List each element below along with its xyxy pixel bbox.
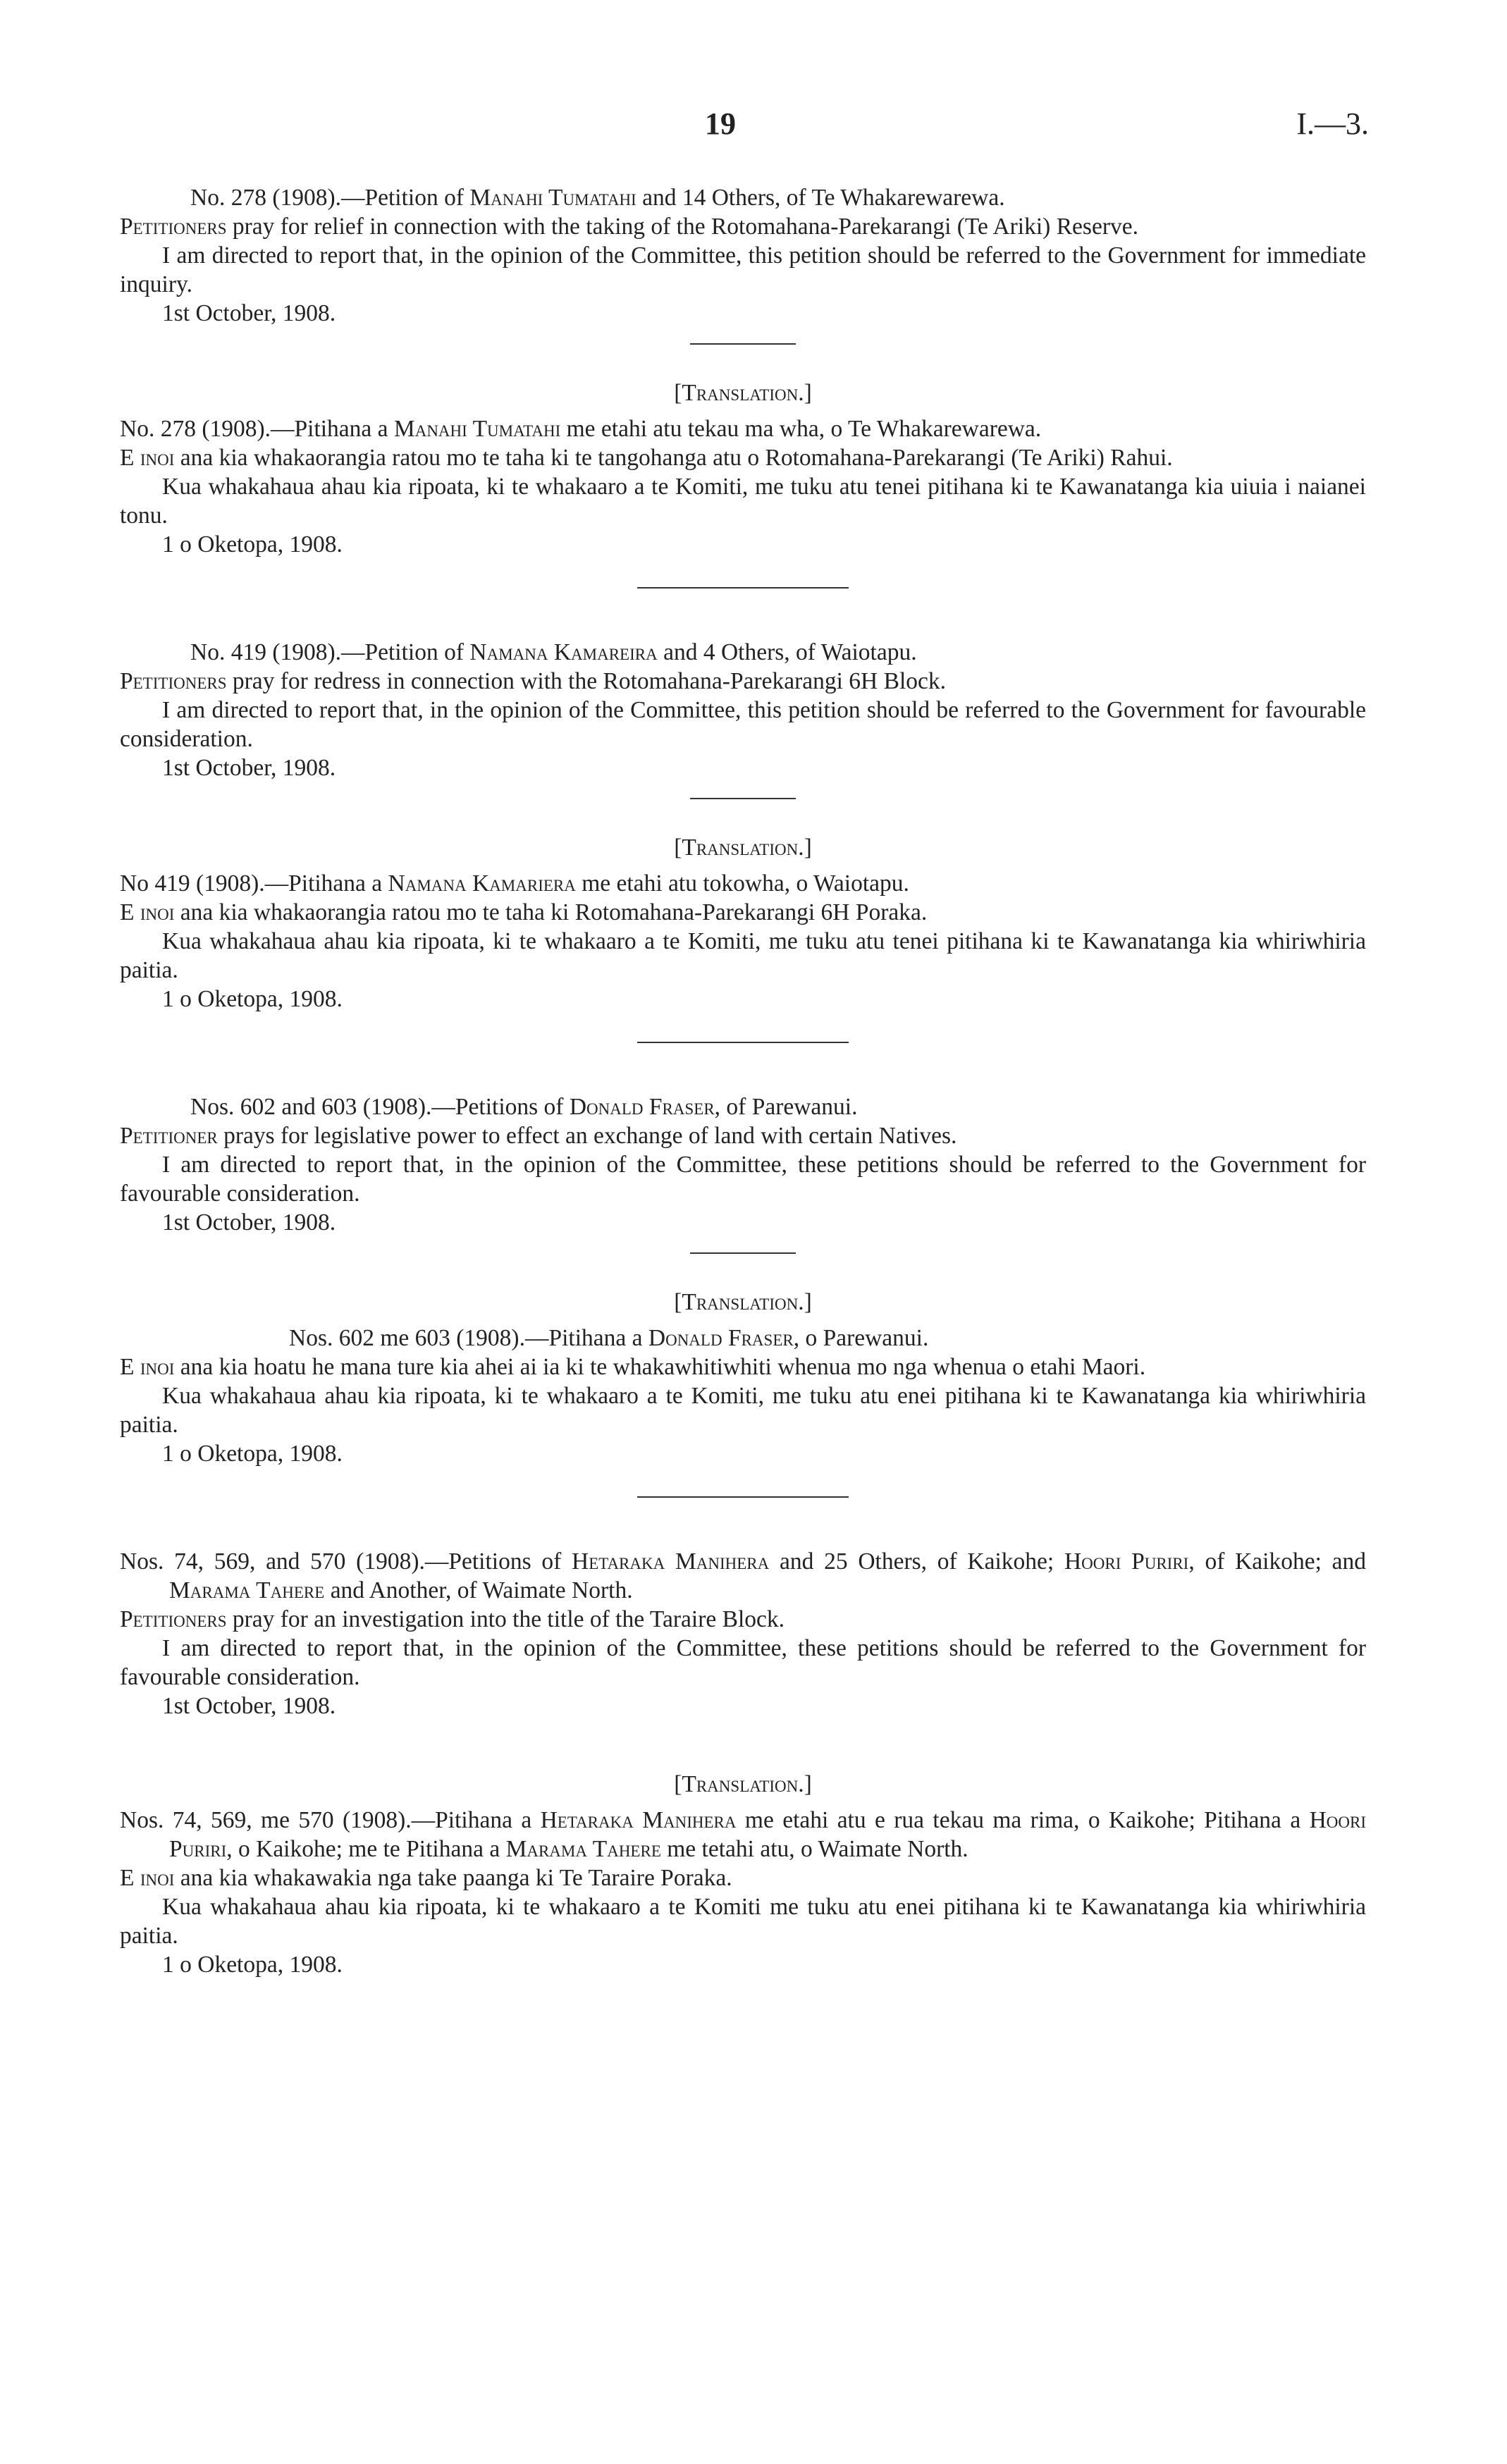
report-date: 1st October, 1908.	[162, 755, 336, 781]
document-reference: I.—3.	[1296, 106, 1369, 141]
petition-prayer: E inoi ana kia whakaorangia ratou mo te taha ki te tangohanga atu o Rotomahana-Parekarangi (Te Ariki) Rahui.	[120, 445, 1173, 471]
translation-label: [Translation.]	[674, 834, 812, 861]
petition-prayer: Petitioners pray for an investigation into the title of the Taraire Block.	[120, 1606, 785, 1632]
translation-section	[120, 833, 1366, 1043]
section-divider	[690, 1252, 796, 1254]
translation-section	[120, 1770, 1366, 1979]
committee-report: Kua whakahaua ahau kia ripoata, ki te whakaaro a te Komiti me tuku atu enei pitihana ki te Kawanatanga kia whiriwhiria paitia.	[120, 1894, 1366, 1949]
petition-prayer: E inoi ana kia hoatu he mana ture kia ahei ai ia ki te whakawhitiwhiti whenua mo nga whenua o etahi Maori.	[120, 1354, 1146, 1380]
report-date: 1 o Oketopa, 1908.	[162, 986, 343, 1012]
section-divider	[690, 798, 796, 799]
petition-heading: No 419 (1908).—Pitihana a Namana Kamariera me etahi atu tokowha, o Waiotapu.	[120, 870, 909, 897]
committee-report: I am directed to report that, in the opinion of the Committee, this petition should be referred to the Government for favourable consideration.	[120, 697, 1366, 752]
petition-prayer: E inoi ana kia whakawakia nga take paanga ki Te Taraire Poraka.	[120, 1865, 732, 1891]
translation-label: [Translation.]	[674, 1771, 812, 1797]
petition-heading: Nos. 74, 569, and 570 (1908).—Petitions of Hetaraka Manihera and 25 Others, of Kaikohe; Hoori Puriri, of Kaikohe; and Marama Tahere and Another, of Waimate North.	[120, 1548, 1366, 1603]
section-divider	[637, 1042, 849, 1043]
petition-heading: No. 278 (1908).—Petition of Manahi Tumatahi and 14 Others, of Te Whakarewarewa.	[190, 185, 1005, 211]
petition-heading: No. 278 (1908).—Pitihana a Manahi Tumatahi me etahi atu tekau ma wha, o Te Whakarewarewa.	[120, 416, 1042, 442]
committee-report: Kua whakahaua ahau kia ripoata, ki te whakaaro a te Komiti, me tuku atu enei pitihana ki te Kawanatanga kia whiriwhiria paitia.	[120, 1383, 1366, 1438]
committee-report: I am directed to report that, in the opinion of the Committee, these petitions should be referred to the Government for favourable consideration.	[120, 1635, 1366, 1690]
section-divider	[637, 1496, 849, 1498]
petition-heading: Nos. 602 me 603 (1908).—Pitihana a Donald Fraser, o Parewanui.	[289, 1325, 929, 1351]
petition-prayer: Petitioners pray for redress in connection with the Rotomahana-Parekarangi 6H Block.	[120, 668, 947, 694]
petition-prayer: Petitioner prays for legislative power to effect an exchange of land with certain Natives.	[120, 1123, 957, 1149]
petition-prayer: E inoi ana kia whakaorangia ratou mo te taha ki Rotomahana-Parekarangi 6H Poraka.	[120, 899, 928, 925]
committee-report: I am directed to report that, in the opinion of the Committee, these petitions should be referred to the Government for favourable consideration.	[120, 1152, 1366, 1207]
petition-heading: Nos. 602 and 603 (1908).—Petitions of Donald Fraser, of Parewanui.	[190, 1094, 858, 1120]
report-date: 1 o Oketopa, 1908.	[162, 1441, 343, 1467]
section-divider	[690, 343, 796, 345]
report-date: 1st October, 1908.	[162, 300, 336, 326]
petition-heading: Nos. 74, 569, me 570 (1908).—Pitihana a Hetaraka Manihera me etahi atu e rua tekau ma rima, o Kaikohe; Pitihana a Hoori Puriri, o Kaikohe; me te Pitihana a Marama Tahere me tetahi atu, o Waimate North.	[120, 1807, 1366, 1862]
report-date: 1 o Oketopa, 1908.	[162, 531, 343, 558]
petition-heading: No. 419 (1908).—Petition of Namana Kamareira and 4 Others, of Waiotapu.	[190, 639, 917, 665]
committee-report: I am directed to report that, in the opinion of the Committee, this petition should be referred to the Government for immediate inquiry.	[120, 242, 1366, 297]
petition-section	[120, 638, 1366, 799]
petition-section	[120, 1092, 1366, 1254]
petition-section	[120, 183, 1366, 345]
translation-label: [Translation.]	[674, 1289, 812, 1315]
translation-label: [Translation.]	[674, 380, 812, 406]
section-divider	[637, 587, 849, 589]
petition-prayer: Petitioners pray for relief in connection with the taking of the Rotomahana-Parekarangi (Te Ariki) Reserve.	[120, 214, 1138, 240]
committee-report: Kua whakahaua ahau kia ripoata, ki te whakaaro a te Komiti, me tuku atu tenei pitihana ki te Kawanatanga kia uiuia i naianei tonu.	[120, 474, 1366, 529]
page-header	[0, 106, 1507, 148]
document-body	[120, 183, 1366, 2028]
page-number: 19	[705, 106, 736, 141]
committee-report: Kua whakahaua ahau kia ripoata, ki te whakaaro a te Komiti, me tuku atu tenei pitihana ki te Kawanatanga kia whiriwhiria paitia.	[120, 928, 1366, 983]
petition-section	[120, 1547, 1366, 1720]
report-date: 1st October, 1908.	[162, 1693, 336, 1719]
report-date: 1 o Oketopa, 1908.	[162, 1952, 343, 1978]
translation-section	[120, 1288, 1366, 1498]
translation-section	[120, 378, 1366, 589]
report-date: 1st October, 1908.	[162, 1209, 336, 1236]
